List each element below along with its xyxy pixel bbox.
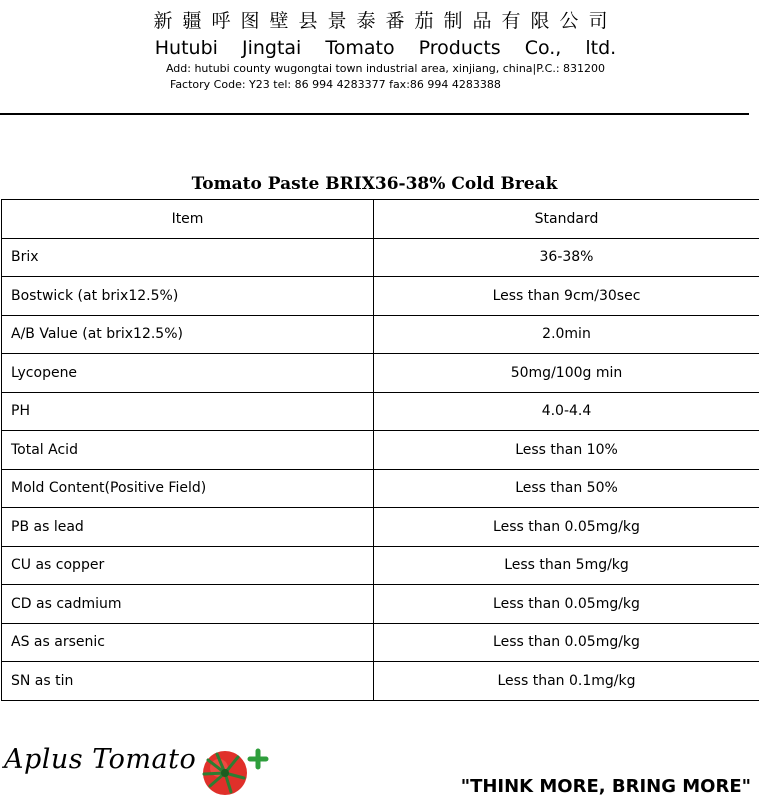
table-row <box>2 585 759 624</box>
cell-item: Mold Content(Positive Field) <box>2 469 374 508</box>
cell-item: Brix <box>2 238 374 277</box>
table-header-row <box>2 200 759 239</box>
company-name-english: Hutubi Jingtai Tomato Products Co., ltd. <box>154 37 617 59</box>
table-row <box>2 431 759 470</box>
column-header-item: Item <box>2 200 374 239</box>
column-header-standard: Standard <box>374 200 759 239</box>
cell-standard: Less than 0.05mg/kg <box>374 508 759 547</box>
table-row <box>2 315 759 354</box>
table-row <box>2 277 759 316</box>
table-row <box>2 546 759 585</box>
cell-standard: Less than 10% <box>374 431 759 470</box>
cell-standard: Less than 0.1mg/kg <box>374 662 759 701</box>
table-row <box>2 354 759 393</box>
table-row <box>2 469 759 508</box>
cell-item: Total Acid <box>2 431 374 470</box>
factory-contact-line: Factory Code: Y23 tel: 86 994 4283377 fax:86 994 4283388 <box>170 78 501 91</box>
brand-name: Aplus Tomato <box>4 744 197 775</box>
specification-table <box>1 199 759 701</box>
table-body <box>2 238 759 700</box>
cell-standard: Less than 50% <box>374 469 759 508</box>
header-divider <box>0 113 749 115</box>
tomato-icon <box>198 746 278 800</box>
table-row <box>2 662 759 701</box>
slogan: "THINK MORE, BRING MORE" <box>460 776 751 797</box>
cell-item: A/B Value (at brix12.5%) <box>2 315 374 354</box>
cell-standard: 50mg/100g min <box>374 354 759 393</box>
cell-item: CU as copper <box>2 546 374 585</box>
cell-standard: 4.0-4.4 <box>374 392 759 431</box>
cell-standard: Less than 9cm/30sec <box>374 277 759 316</box>
cell-item: CD as cadmium <box>2 585 374 624</box>
cell-item: PB as lead <box>2 508 374 547</box>
table-row <box>2 623 759 662</box>
cell-standard: 36-38% <box>374 238 759 277</box>
cell-item: Bostwick (at brix12.5%) <box>2 277 374 316</box>
cell-standard: 2.0min <box>374 315 759 354</box>
table-row <box>2 508 759 547</box>
cell-item: AS as arsenic <box>2 623 374 662</box>
table-row <box>2 392 759 431</box>
cell-standard: Less than 0.05mg/kg <box>374 585 759 624</box>
cell-standard: Less than 0.05mg/kg <box>374 623 759 662</box>
cell-item: SN as tin <box>2 662 374 701</box>
table-row <box>2 238 759 277</box>
company-address: Add: hutubi county wugongtai town industrial area, xinjiang, china|P.C.: 831200 <box>165 62 606 75</box>
company-name-chinese: 新疆呼图壁县景泰番茄制品有限公司 <box>153 10 618 32</box>
cell-item: PH <box>2 392 374 431</box>
cell-item: Lycopene <box>2 354 374 393</box>
document-title: Tomato Paste BRIX36-38% Cold Break <box>191 174 558 194</box>
brand-logo <box>4 744 196 775</box>
cell-standard: Less than 5mg/kg <box>374 546 759 585</box>
